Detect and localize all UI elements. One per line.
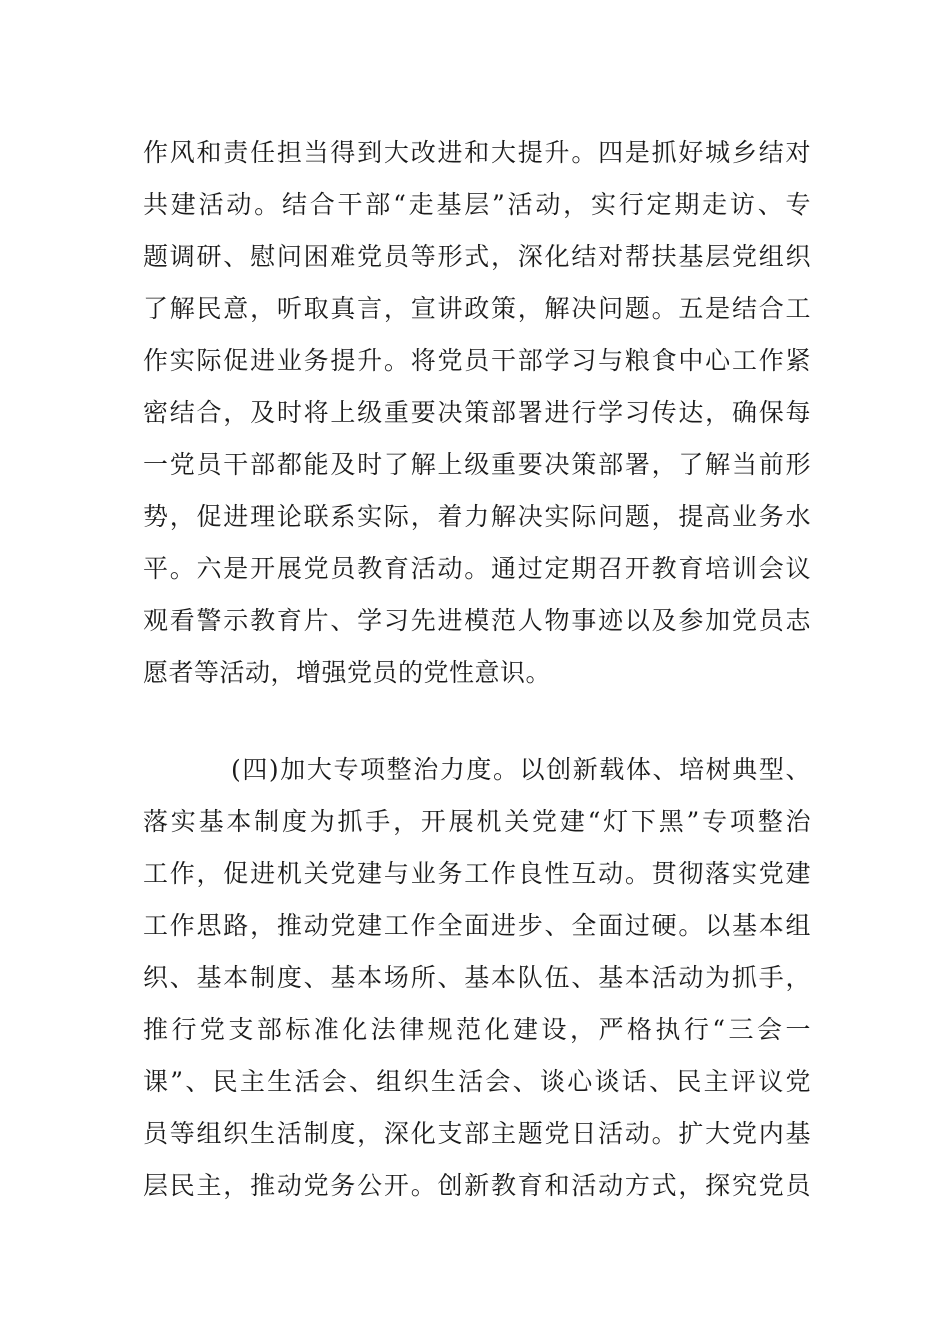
text-line: 了解民意，听取真言，宣讲政策，解决问题。五是结合工 [143,294,811,323]
body-paragraph-1 [143,127,811,699]
body-paragraph-2 [143,744,811,1212]
text-line: 势，促进理论联系实际，着力解决实际问题，提高业务水 [143,502,811,531]
text-line: 工作，促进机关党建与业务工作良性互动。贯彻落实党建 [143,859,811,888]
text-line: 愿者等活动，增强党员的党性意识。 [143,658,552,687]
text-line: 共建活动。结合干部“走基层”活动，实行定期走访、专 [143,190,811,219]
text-line: 作风和责任担当得到大改进和大提升。四是抓好城乡结对 [143,138,811,167]
text-line: 一党员干部都能及时了解上级重要决策部署，了解当前形 [143,450,811,479]
text-line: 观看警示教育片、学习先进模范人物事迹以及参加党员志 [143,606,811,635]
text-line: 工作思路，推动党建工作全面进步、全面过硬。以基本组 [143,911,811,940]
text-line: 落实基本制度为抓手，开展机关党建“灯下黑”专项整治 [143,807,811,836]
text-line: 课”、民主生活会、组织生活会、谈心谈话、民主评议党 [143,1067,811,1096]
text-line: 推行党支部标准化法律规范化建设，严格执行“三会一 [143,1015,811,1044]
text-line: 织、基本制度、基本场所、基本队伍、基本活动为抓手， [143,963,811,992]
text-line: 题调研、慰问困难党员等形式，深化结对帮扶基层党组织 [143,242,811,271]
text-line: 密结合，及时将上级重要决策部署进行学习传达，确保每 [143,398,811,427]
text-line: 层民主，推动党务公开。创新教育和活动方式，探究党员 [143,1171,811,1200]
text-line: 作实际促进业务提升。将党员干部学习与粮食中心工作紧 [143,346,811,375]
text-line: 员等组织生活制度，深化支部主题党日活动。扩大党内基 [143,1119,811,1148]
section-heading-line: (四)加大专项整治力度。以创新载体、培树典型、 [231,755,811,784]
text-line: 平。六是开展党员教育活动。通过定期召开教育培训会议 [143,554,811,583]
